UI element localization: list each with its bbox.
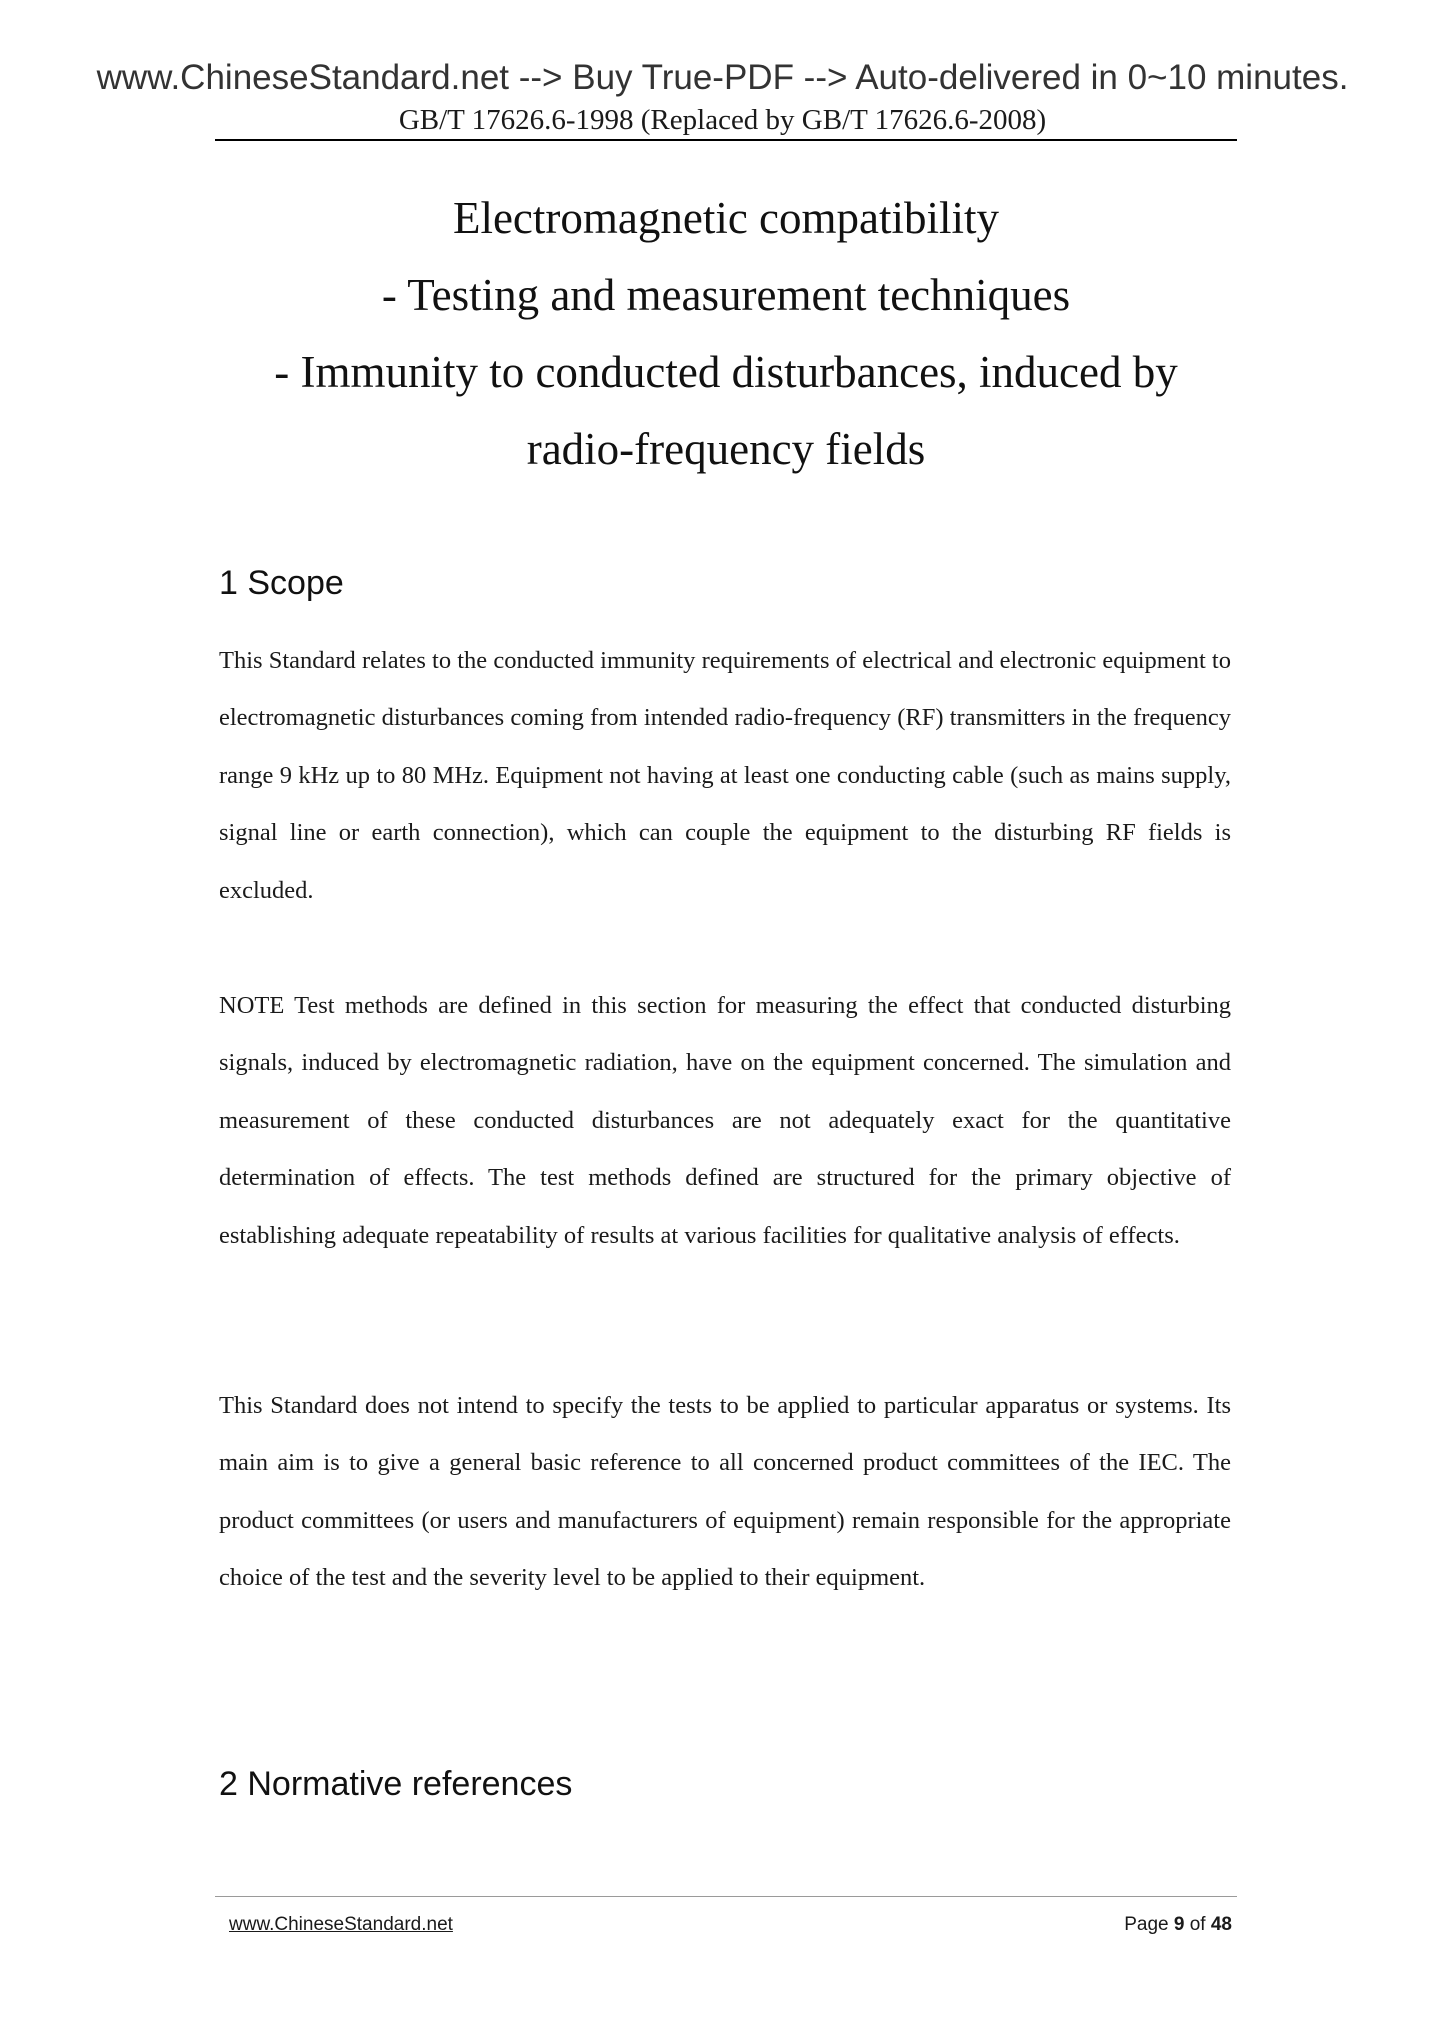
title-line: Electromagnetic compatibility — [452, 193, 1000, 243]
store-banner[interactable]: www.ChineseStandard.net --> Buy True-PDF --> Auto-delivered in 0~10 minutes. — [96, 58, 1349, 97]
title-line: - Testing and measurement techniques — [381, 270, 1071, 320]
page-total: 48 — [1210, 1914, 1232, 1935]
title-line: - Immunity to conducted disturbances, induced by — [274, 347, 1178, 397]
page-of-label: of — [1189, 1914, 1206, 1935]
document-id: GB/T 17626.6-1998 (Replaced by GB/T 17626.6-2008) — [398, 104, 1047, 136]
page-label: Page — [1124, 1914, 1169, 1935]
document-title — [215, 180, 1237, 488]
page-indicator — [1124, 1914, 1232, 1936]
title-line: radio-frequency fields — [526, 424, 926, 474]
scope-paragraph: This Standard does not intend to specify the tests to be applied to particular apparatus or systems. Its main aim is to give a general basic reference to all concerned product committees of the IEC. The product committees (or users and manufacturers of equipment) remain responsible for the appropriate choice of the test and the severity level to be applied to their equipment. — [219, 1392, 1231, 1592]
scope-paragraph: This Standard relates to the conducted immunity requirements of electrical and electronic equipment to electromagnetic disturbances coming from intended radio-frequency (RF) transmitters in the frequency range 9 kHz up to 80 MHz. Equipment not having at least one conducting cable (such as mains supply, signal line or earth connection), which can couple the equipment to the disturbing RF fields is excluded. — [219, 647, 1231, 904]
scope-note-paragraph: NOTE Test methods are defined in this section for measuring the effect that conducted disturbing signals, induced by electromagnetic radiation, have on the equipment concerned. The simulation and measurement of these conducted disturbances are not adequately exact for the quantitative determination of effects. The test methods defined are structured for the primary objective of establishing adequate repeatability of results at various facilities for qualitative analysis of effects. — [219, 992, 1231, 1249]
section-heading-normative-references: 2 Normative references — [219, 1765, 573, 1803]
section-heading-scope: 1 Scope — [219, 564, 344, 602]
footer-website-link[interactable]: www.ChineseStandard.net — [229, 1914, 453, 1935]
header-divider — [215, 139, 1237, 141]
page-current: 9 — [1173, 1914, 1185, 1935]
footer-divider — [215, 1896, 1237, 1897]
